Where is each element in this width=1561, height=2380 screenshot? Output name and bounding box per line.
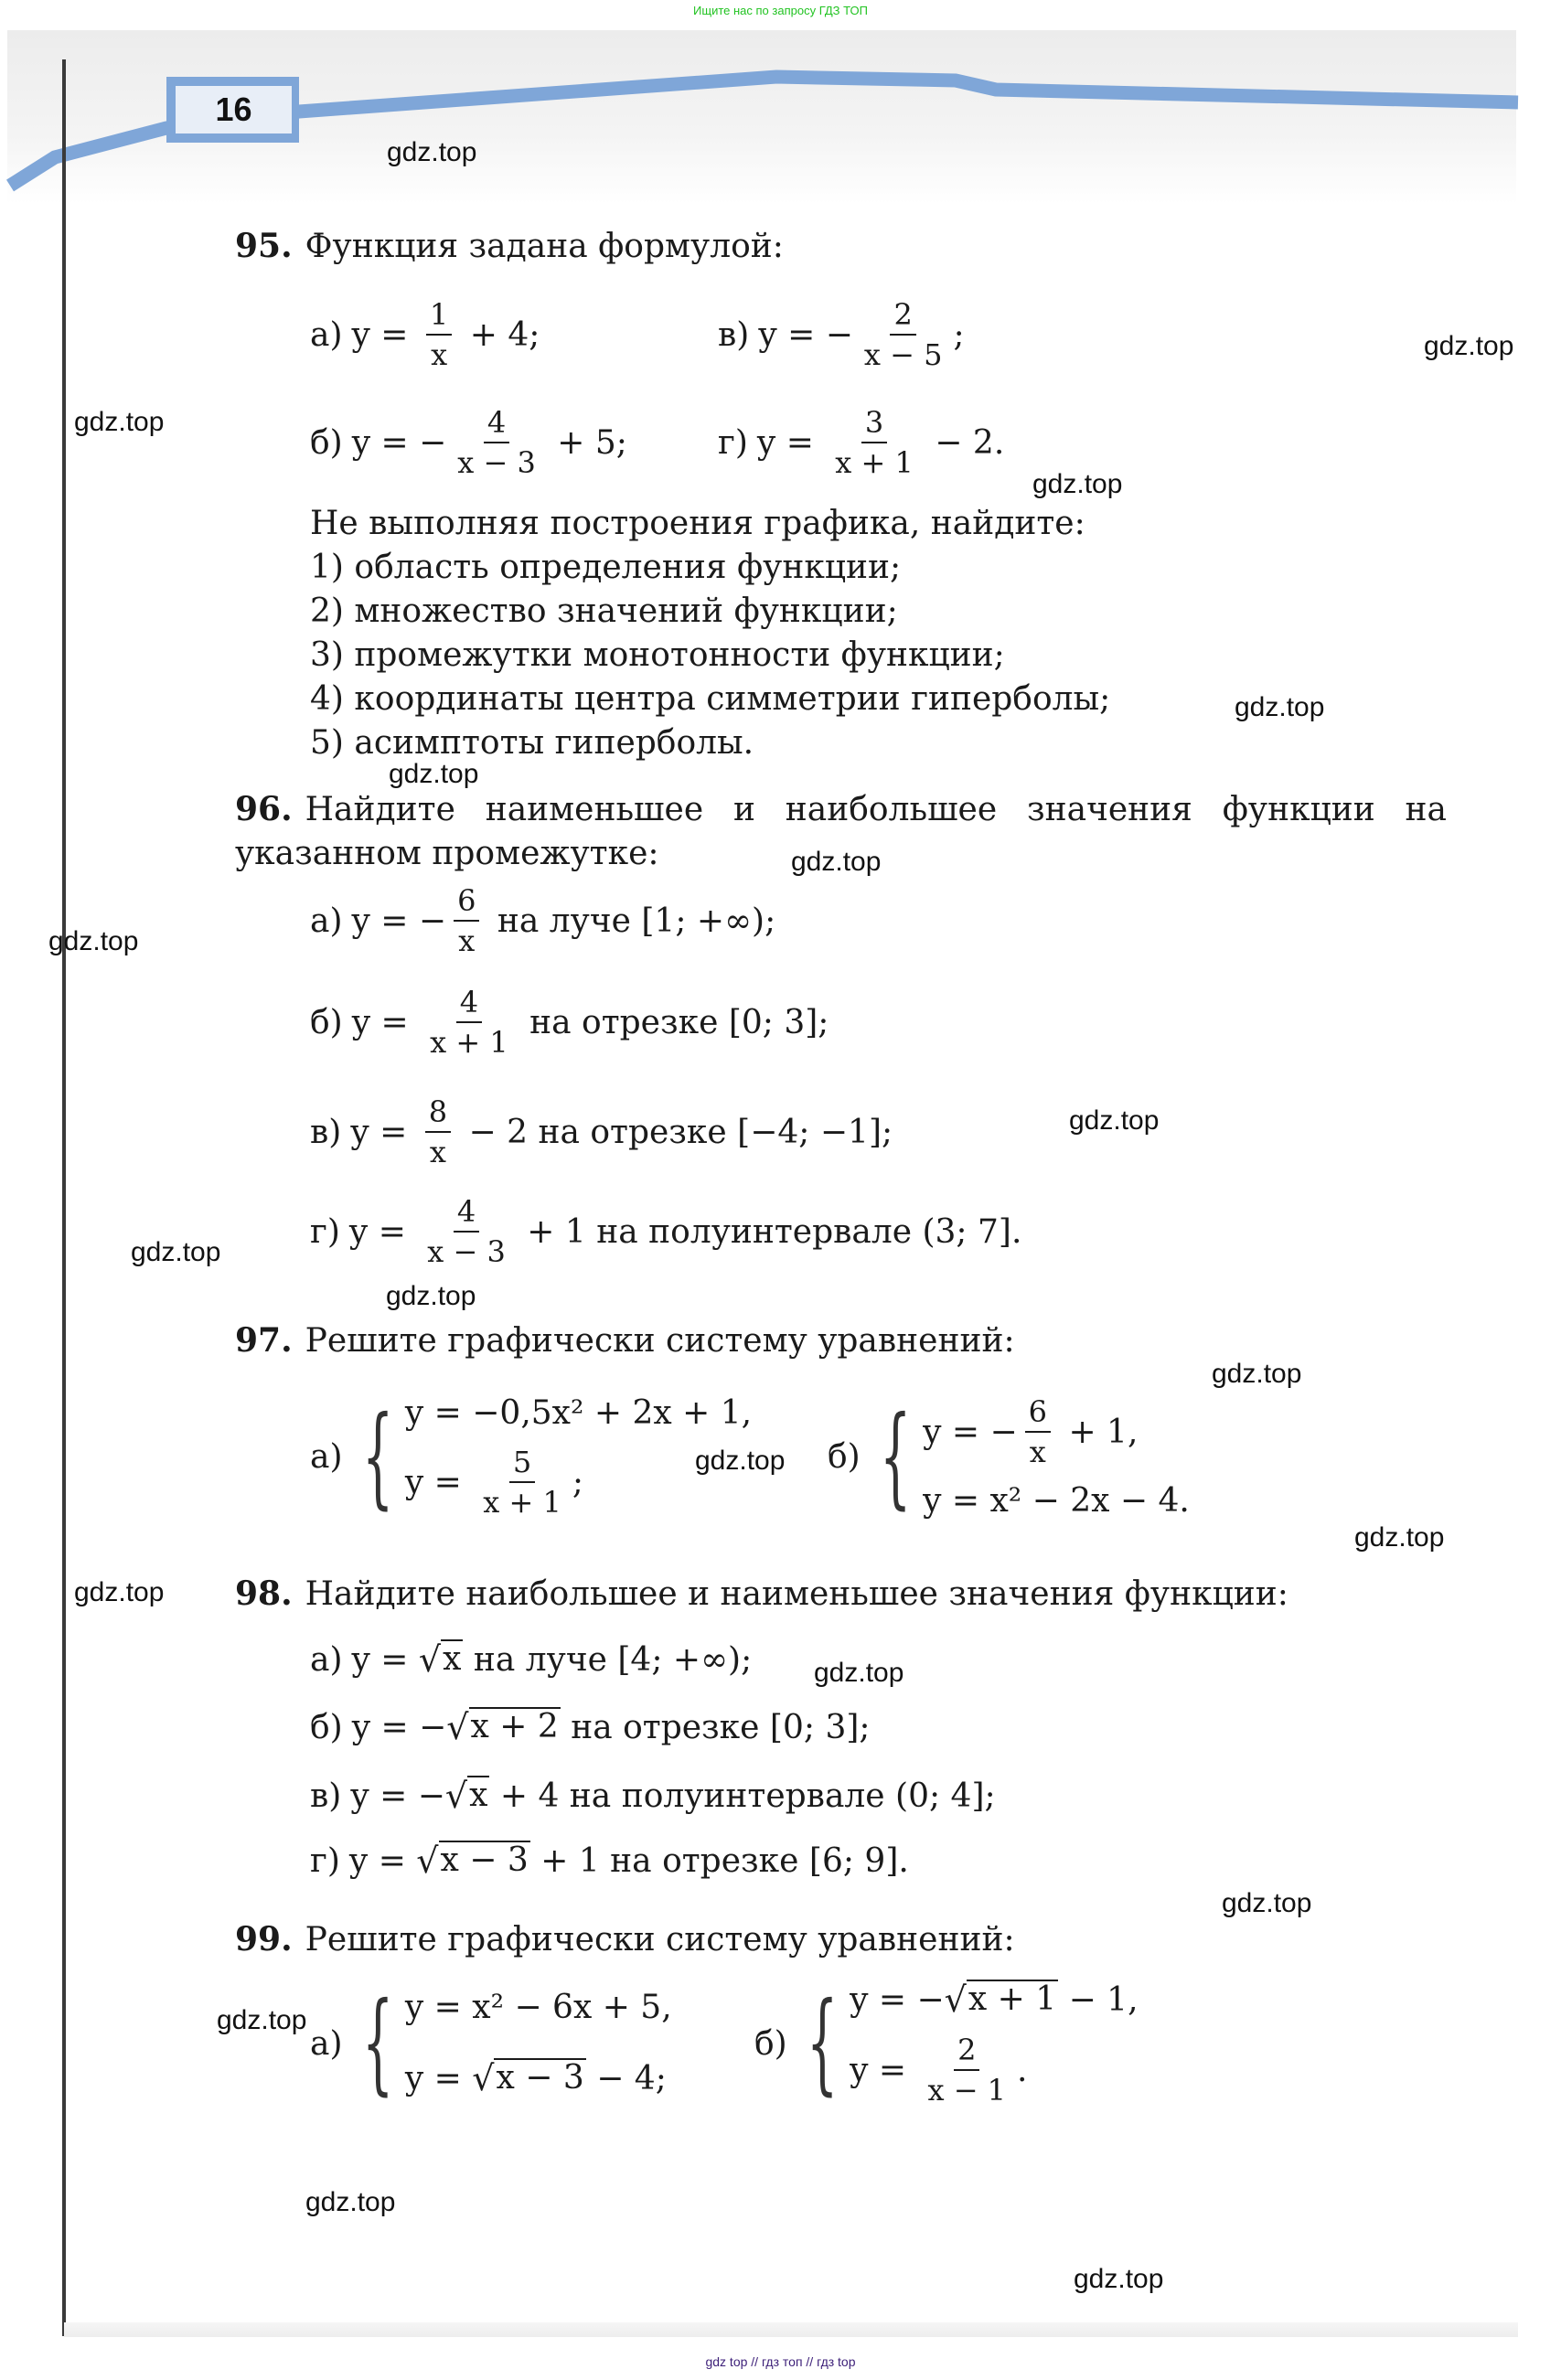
ex96-item-v (310, 1094, 893, 1169)
fraction-denominator: x (431, 337, 448, 372)
radicand: x (469, 1777, 488, 1814)
watermark: gdz.top (1069, 1105, 1160, 1136)
fraction-numerator: 1 (426, 297, 452, 336)
item-label: г) (310, 1212, 340, 1251)
fraction-numerator: 3 (861, 405, 887, 443)
watermark: gdz.top (1424, 331, 1514, 361)
exercise-97-heading (235, 1320, 1015, 1361)
exercise-99-heading (235, 1919, 1015, 1960)
ex95-list-item: 2) множество значений функции; (310, 592, 898, 630)
watermark: gdz.top (389, 759, 479, 789)
item-label: б) (754, 2024, 787, 2063)
system-equation (923, 1394, 1190, 1469)
formula-text: y = (756, 423, 825, 462)
formula-text: ; (572, 1463, 583, 1501)
fraction-numerator: 6 (1025, 1394, 1051, 1433)
watermark: gdz.top (695, 1446, 786, 1476)
ex97-item-a (310, 1394, 752, 1520)
fraction-numerator: 8 (425, 1094, 451, 1133)
fraction-denominator: x − 3 (457, 445, 536, 480)
page-number-box (166, 77, 299, 143)
fraction-numerator: 4 (456, 985, 482, 1023)
formula-text: y = x² − 6x + 5, (404, 1989, 672, 2026)
system-equation (405, 1989, 672, 2026)
fraction (831, 405, 917, 480)
radical-sign-icon: √ (446, 1707, 469, 1747)
ex95-item-v (718, 297, 965, 372)
formula-text: y = (351, 1640, 419, 1679)
radical-sign-icon: √ (472, 2058, 495, 2098)
formula-text: y = − (351, 902, 447, 940)
fraction-denominator: x (458, 923, 476, 958)
formula-text: + 5; (546, 423, 627, 462)
ex99-item-b (754, 1980, 1139, 2108)
fraction-numerator: 6 (454, 883, 479, 922)
ex98-item-b (310, 1707, 871, 1747)
ex96-item-b (310, 985, 829, 1060)
watermark: gdz.top (814, 1658, 904, 1688)
item-label: а) (310, 902, 343, 940)
formula-text: y = (404, 2059, 473, 2097)
search-hint: Ищите нас по запросу ГДЗ ТОП (693, 4, 868, 17)
exercise-number: 99. (235, 1920, 293, 1958)
formula-text: + 1 на полуинтервале (3; 7]. (516, 1212, 1022, 1251)
exercise-title: Решите графически систему уравнений: (305, 1322, 1015, 1360)
square-root (445, 1776, 490, 1816)
square-root (419, 1639, 464, 1680)
item-label: б) (310, 1003, 343, 1041)
system-equation (850, 1980, 1138, 2020)
radical-sign-icon: √ (418, 1639, 442, 1680)
radical-sign-icon: √ (416, 1841, 439, 1881)
radicand: x (443, 1640, 462, 1678)
item-label: б) (310, 423, 343, 462)
watermark: gdz.top (305, 2187, 396, 2217)
formula-text: y = (404, 1463, 473, 1501)
formula-text: y = − (351, 1708, 447, 1746)
fraction-denominator: x + 1 (835, 445, 914, 480)
fraction (426, 297, 452, 372)
fraction (426, 985, 512, 1060)
formula-text: + 4 на полуинтервале (0; 4]; (489, 1777, 996, 1815)
item-label: а) (310, 2024, 343, 2063)
system-rows (923, 1394, 1190, 1520)
fraction-numerator: 4 (454, 1194, 479, 1233)
ex95-item-g (718, 405, 1004, 480)
formula-text: y = x² − 2x − 4. (923, 1482, 1190, 1520)
left-brace-icon: { (879, 1393, 912, 1521)
ex96-item-a (310, 883, 775, 958)
fraction-numerator: 2 (890, 297, 915, 336)
formula-text: y = − (350, 1777, 445, 1815)
watermark: gdz.top (1235, 692, 1325, 722)
ex96-item-g (310, 1194, 1021, 1269)
page-number: 16 (176, 86, 292, 133)
formula-text: − 4; (585, 2059, 667, 2097)
watermark: gdz.top (791, 847, 882, 877)
page-bottom-shade (64, 2322, 1518, 2337)
system-equation (923, 1482, 1190, 1520)
formula-text: y = (850, 2051, 917, 2089)
formula-text: y = − (758, 315, 853, 354)
ex99-item-a (310, 1980, 672, 2107)
radicand: x − 3 (496, 2059, 584, 2097)
ex95-list-item: 5) асимптоты гиперболы. (310, 724, 754, 762)
item-label: б) (828, 1438, 861, 1476)
formula-text: на луче [1; +∞); (486, 902, 776, 940)
fraction-numerator: 2 (954, 2033, 979, 2071)
formula-text: y = (350, 1113, 418, 1151)
exercise-title: Функция задана формулой: (305, 228, 784, 265)
exercise-number: 98. (235, 1574, 293, 1613)
item-label: а) (310, 1438, 343, 1476)
fraction (924, 2033, 1010, 2108)
system-equation (405, 2058, 672, 2098)
radicand: x − 3 (440, 1841, 529, 1879)
fraction (454, 883, 479, 958)
system-rows (850, 1980, 1138, 2108)
radical-sign-icon: √ (444, 1776, 468, 1816)
item-label: в) (310, 1777, 342, 1815)
ex97-item-b (828, 1394, 1190, 1520)
item-label: в) (310, 1113, 342, 1151)
fraction (454, 405, 540, 480)
item-label: г) (718, 423, 748, 462)
fraction (423, 1194, 509, 1269)
exercise-number: 96. (235, 790, 293, 828)
radicand: x + 1 (968, 1980, 1057, 2018)
watermark: gdz.top (1222, 1888, 1312, 1918)
formula-text: y = (348, 1212, 417, 1251)
item-label: г) (310, 1841, 340, 1880)
fraction-denominator: x + 1 (430, 1025, 508, 1060)
equation-system (797, 1980, 1139, 2108)
formula-text: − 1, (1058, 1980, 1139, 2019)
fraction (425, 1094, 451, 1169)
watermark: gdz.top (48, 926, 139, 956)
formula-text: − 2 на отрезке [−4; −1]; (458, 1113, 893, 1151)
ex95-list-item: 3) промежутки монотонности функции; (310, 636, 1005, 674)
left-brace-icon: { (806, 1980, 839, 2107)
formula-text: на луче [4; +∞); (463, 1640, 753, 1679)
ex98-item-v (310, 1776, 996, 1816)
watermark: gdz.top (1074, 2264, 1164, 2294)
ex98-item-g (310, 1841, 909, 1881)
formula-text: y = − (351, 423, 447, 462)
formula-text: y = (348, 1841, 417, 1880)
square-root (472, 2058, 585, 2098)
equation-system (352, 1394, 753, 1520)
item-label: а) (310, 1640, 343, 1679)
fraction-denominator: x − 3 (427, 1234, 506, 1269)
square-root (945, 1980, 1058, 2020)
watermark: gdz.top (131, 1237, 221, 1267)
fraction-denominator: x − 5 (863, 337, 943, 372)
system-rows (405, 1989, 672, 2098)
formula-text: + 1 на отрезке [6; 9]. (529, 1841, 909, 1880)
item-label: б) (310, 1708, 343, 1746)
formula-text: на отрезке [0; 3]; (519, 1003, 829, 1041)
fraction-denominator: x − 1 (927, 2073, 1007, 2108)
equation-system (870, 1394, 1190, 1520)
fraction-denominator: x (429, 1135, 446, 1169)
watermark: gdz.top (74, 407, 165, 437)
ex95-list-item: 4) координаты центра симметрии гиперболы; (310, 680, 1111, 718)
ex95-task: Не выполняя построения графика, найдите: (310, 505, 1085, 542)
formula-text: . (1017, 2051, 1028, 2089)
ex95-item-a (310, 297, 540, 372)
ex95-item-b (310, 405, 627, 480)
formula-text: + 4; (459, 315, 540, 354)
exercise-number: 97. (235, 1321, 293, 1360)
watermark: gdz.top (1212, 1359, 1302, 1389)
exercise-number: 95. (235, 227, 293, 265)
ex95-list-item: 1) область определения функции; (310, 549, 902, 586)
square-root (416, 1841, 529, 1881)
exercise-98-heading (235, 1574, 1288, 1615)
fraction (861, 297, 946, 372)
fraction-numerator: 4 (484, 405, 509, 443)
radical-sign-icon: √ (944, 1980, 967, 2020)
watermark: gdz.top (1354, 1522, 1445, 1553)
formula-text: y = (351, 315, 419, 354)
formula-text: + 1, (1058, 1413, 1139, 1451)
fraction-numerator: 5 (509, 1445, 535, 1483)
exercise-title: Найдите наибольшее и наименьшее значения функции: (305, 1575, 1288, 1613)
watermark: gdz.top (74, 1577, 165, 1607)
formula-text: ; (953, 315, 965, 354)
watermark: gdz.top (1032, 469, 1123, 499)
page-left-edge (62, 59, 66, 2336)
ex98-item-a (310, 1639, 752, 1680)
watermark: gdz.top (217, 2005, 307, 2035)
equation-system (352, 1980, 672, 2107)
exercise-title: Решите графически систему уравнений: (305, 1921, 1015, 1958)
fraction (1025, 1394, 1051, 1469)
watermark: gdz.top (387, 137, 477, 167)
formula-text: y = − (923, 1413, 1018, 1451)
formula-text: y = −0,5x² + 2x + 1, (404, 1394, 753, 1432)
exercise-95-heading (235, 226, 784, 267)
fraction-denominator: x (1029, 1435, 1046, 1469)
formula-text: на отрезке [0; 3]; (560, 1708, 871, 1746)
fraction-denominator: x + 1 (483, 1485, 561, 1520)
system-equation (405, 1394, 752, 1432)
formula-text: − 2. (924, 423, 1005, 462)
radicand: x + 2 (470, 1708, 559, 1745)
footer-note: gdz top // гдз топ // гдз top (705, 2354, 856, 2369)
square-root (446, 1707, 560, 1747)
item-label: а) (310, 315, 343, 354)
left-brace-icon: { (361, 1393, 393, 1521)
system-equation (850, 2033, 1138, 2108)
fraction (479, 1445, 565, 1520)
exercise-title: Найдите наименьшее и наибольшее значения функции на указанном промежутке: (235, 791, 1447, 872)
item-label: в) (718, 315, 750, 354)
formula-text: y = (351, 1003, 420, 1041)
left-brace-icon: { (361, 1980, 393, 2107)
formula-text: y = − (850, 1980, 945, 2019)
watermark: gdz.top (386, 1281, 476, 1311)
